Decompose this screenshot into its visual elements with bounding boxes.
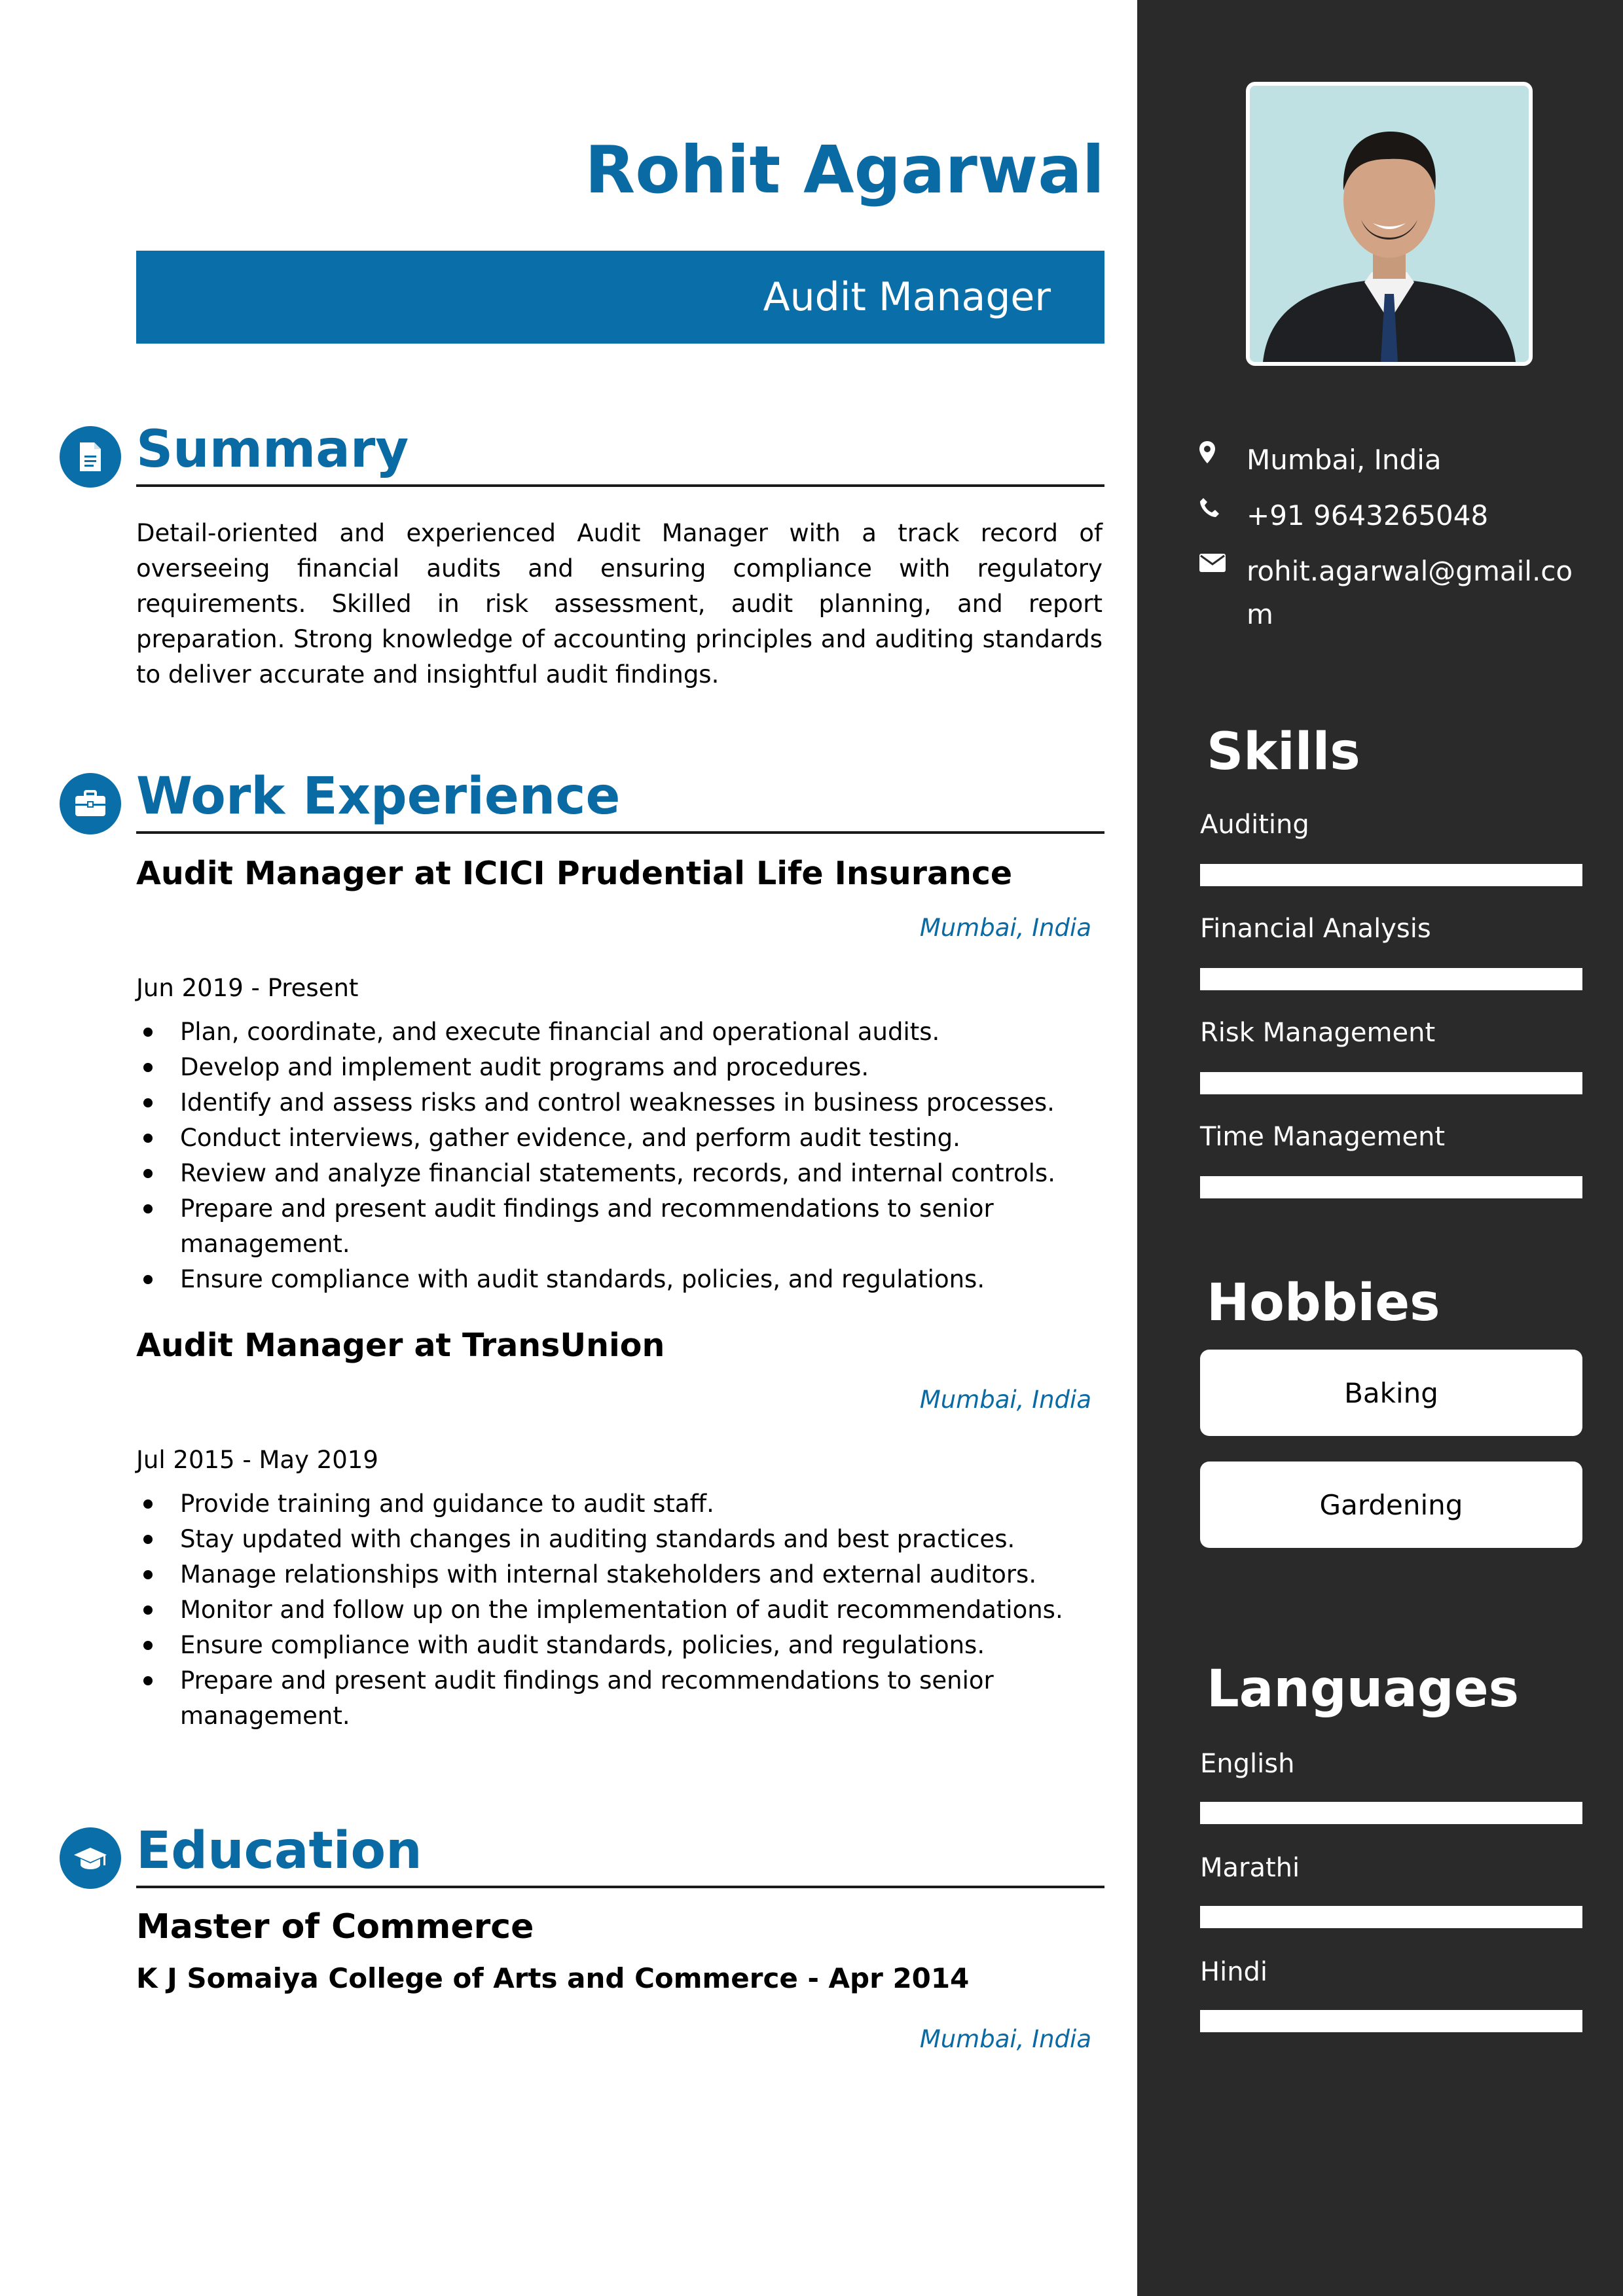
skill-label: Auditing bbox=[1200, 810, 1309, 840]
list-item: Monitor and follow up on the implementation of audit recommendations. bbox=[136, 1592, 1105, 1628]
skill-bar bbox=[1200, 968, 1582, 990]
language-label: Marathi bbox=[1200, 1853, 1300, 1883]
job-2-bullets bbox=[136, 1486, 1105, 1734]
job-2-title: Audit Manager at TransUnion bbox=[136, 1327, 665, 1364]
skill-bar bbox=[1200, 1072, 1582, 1094]
skill-label: Financial Analysis bbox=[1200, 914, 1431, 944]
skill-bar bbox=[1200, 1176, 1582, 1198]
hobby-chip: Baking bbox=[1200, 1350, 1582, 1436]
languages-heading: Languages bbox=[1207, 1660, 1520, 1719]
envelope-icon bbox=[1199, 550, 1247, 636]
job-1-dates: Jun 2019 - Present bbox=[136, 974, 359, 1002]
job-2-dates: Jul 2015 - May 2019 bbox=[136, 1446, 378, 1474]
contact-phone bbox=[1199, 494, 1587, 537]
list-item: Review and analyze financial statements, records, and internal controls. bbox=[136, 1156, 1105, 1191]
list-item: Prepare and present audit findings and recommendations to senior management. bbox=[136, 1191, 1105, 1262]
language-bar bbox=[1200, 2010, 1582, 2032]
experience-section-header bbox=[136, 767, 1104, 834]
list-item: Conduct interviews, gather evidence, and perform audit testing. bbox=[136, 1121, 1105, 1156]
job-title-banner bbox=[136, 251, 1104, 344]
list-item: Plan, coordinate, and execute financial and operational audits. bbox=[136, 1014, 1105, 1050]
education-degree: Master of Commerce bbox=[136, 1907, 534, 1946]
job-1-location: Mumbai, India bbox=[919, 914, 1091, 942]
list-item: Ensure compliance with audit standards, policies, and regulations. bbox=[136, 1628, 1105, 1663]
list-item: Stay updated with changes in auditing standards and best practices. bbox=[136, 1522, 1105, 1557]
document-icon bbox=[60, 426, 121, 488]
job-1-bullets bbox=[136, 1014, 1105, 1297]
contact-phone-text: +91 9643265048 bbox=[1247, 499, 1489, 531]
skill-label: Time Management bbox=[1200, 1122, 1446, 1152]
language-bar-fill bbox=[1200, 2010, 1582, 2032]
contact-location-text: Mumbai, India bbox=[1247, 444, 1442, 476]
education-heading: Education bbox=[136, 1821, 422, 1880]
skill-bar-fill bbox=[1200, 1072, 1582, 1094]
language-bar-fill bbox=[1200, 1906, 1582, 1928]
hobbies-heading: Hobbies bbox=[1207, 1274, 1440, 1333]
experience-heading: Work Experience bbox=[136, 767, 621, 826]
hobby-chip: Gardening bbox=[1200, 1462, 1582, 1548]
contact-email-text: rohit.agarwal@gmail.com bbox=[1247, 555, 1573, 630]
skill-bar bbox=[1200, 864, 1582, 886]
job-2-location: Mumbai, India bbox=[919, 1386, 1091, 1414]
summary-heading: Summary bbox=[136, 420, 409, 479]
language-label: English bbox=[1200, 1749, 1295, 1779]
skills-heading: Skills bbox=[1207, 723, 1360, 781]
language-bar-fill bbox=[1200, 1802, 1582, 1824]
list-item: Manage relationships with internal stakeholders and external auditors. bbox=[136, 1557, 1105, 1592]
contact-email bbox=[1199, 550, 1587, 636]
graduation-cap-icon bbox=[60, 1827, 121, 1889]
job-1-title: Audit Manager at ICICI Prudential Life Insurance bbox=[136, 855, 1013, 892]
skill-bar-fill bbox=[1200, 864, 1582, 886]
skill-bar-fill bbox=[1200, 968, 1582, 990]
job-title: Audit Manager bbox=[763, 274, 1051, 320]
list-item: Provide training and guidance to audit staff. bbox=[136, 1486, 1105, 1522]
list-item: Identify and assess risks and control weaknesses in business processes. bbox=[136, 1085, 1105, 1121]
skill-bar-fill bbox=[1200, 1176, 1582, 1198]
profile-photo bbox=[1246, 82, 1533, 366]
language-bar bbox=[1200, 1802, 1582, 1824]
contact-location bbox=[1199, 439, 1587, 482]
education-section-header bbox=[136, 1821, 1104, 1888]
education-school: K J Somaiya College of Arts and Commerce - Apr 2014 bbox=[136, 1962, 970, 1994]
language-bar bbox=[1200, 1906, 1582, 1928]
language-label: Hindi bbox=[1200, 1957, 1268, 1987]
skill-label: Risk Management bbox=[1200, 1018, 1436, 1048]
candidate-name: Rohit Agarwal bbox=[585, 132, 1104, 208]
summary-text: Detail-oriented and experienced Audit Manager with a track record of overseeing financial audits and ensuring compliance with regulatory requirements. Skilled in risk assessment, audit planning, and report preparation. Strong knowledge of accounting principles and auditing standards to deliver accurate and insightful audit findings. bbox=[136, 519, 1103, 689]
list-item: Prepare and present audit findings and recommendations to senior management. bbox=[136, 1663, 1105, 1734]
briefcase-icon bbox=[60, 773, 121, 834]
list-item: Develop and implement audit programs and procedures. bbox=[136, 1050, 1105, 1085]
list-item: Ensure compliance with audit standards, policies, and regulations. bbox=[136, 1262, 1105, 1297]
map-pin-icon bbox=[1199, 439, 1247, 482]
education-location: Mumbai, India bbox=[919, 2025, 1091, 2053]
summary-section-header bbox=[136, 420, 1104, 487]
phone-icon bbox=[1199, 494, 1247, 537]
